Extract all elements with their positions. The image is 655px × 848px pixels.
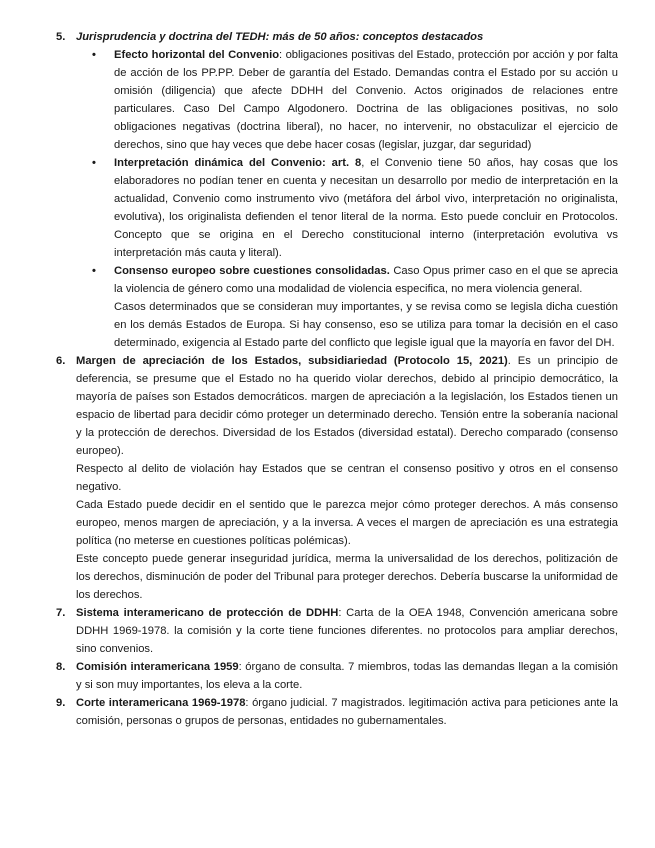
bullet-interpretacion-dinamica	[76, 154, 618, 262]
bullet-heading: Efecto horizontal del Convenio	[114, 49, 280, 61]
bullet-text: , el Convenio tiene 50 años, hay cosas que los elaboradores no podían tener en cuenta y necesitan un desarrollo por medio de interpretación en la actualidad, Convenio como instrumento vivo (metáfora del árbol vivo, interpretación no originalista, evolutiva), los originalista defienden el tenor literal de la norma. Esto puede concluir en Protocolos. Concepto que se origina en el Derecho constitucional interno (interpretación evolutiva vs interpretación más cauta y literal).	[114, 157, 618, 259]
bullet-heading: Interpretación dinámica del Convenio: art. 8	[114, 157, 362, 169]
section-7-text: : Carta de la OEA 1948, Convención americana sobre DDHH 1969-1978. la comisión y la corte tiene funciones diferentes. no protocolos para ampliar derechos, sino convenios.	[76, 607, 618, 655]
bullet-efecto-horizontal	[76, 46, 618, 154]
section-7-number: 7.	[56, 607, 66, 619]
bullet-consenso-europeo	[76, 262, 618, 352]
section-6-title: Margen de apreciación de los Estados, subsidiariedad (Protocolo 15, 2021)	[76, 355, 508, 367]
section-8-title: Comisión interamericana 1959	[76, 661, 239, 673]
section-7-title: Sistema interamericano de protección de DDHH	[76, 607, 339, 619]
section-7	[0, 604, 655, 658]
section-8	[0, 658, 655, 694]
bullet-text: : obligaciones positivas del Estado, protección por acción y por falta de acción de los PP.PP. Deber de garantía del Estado. Demandas contra el Estado por su acción u omisión (diligencia) que afecte DDHH del Convenio. Actos originados de relaciones entre particulares. Caso Del Campo Algodonero. Doctrina de las obligaciones positivas, no solo obligaciones negativas (doctrina liberal), no hacer, no intervenir, no obstaculizar el ejercicio de derechos, sino que hay veces que debe hacer cosas (legislar, juzgar, dar seguridad)	[114, 49, 619, 151]
bullet-text: Caso Opus primer caso en el que se aprecia la violencia de género como una modalidad de violencia especifica, no mera violencia general.	[114, 265, 618, 295]
section-9	[0, 694, 655, 730]
section-5-number: 5.	[56, 31, 66, 43]
document-page	[0, 28, 655, 730]
section-9-text: : órgano judicial. 7 magistrados. legitimación activa para peticiones ante la comisión, personas o grupos de personas, entidades no gubernamentales.	[76, 697, 618, 727]
section-5-title: Jurisprudencia y doctrina del TEDH: más de 50 años: conceptos destacados	[76, 31, 484, 43]
bullet-dot: •	[92, 157, 96, 169]
section-8-text: : órgano de consulta. 7 miembros, todas las demandas llegan a la comisión y si son muy importantes, los eleva a la corte.	[76, 661, 618, 691]
section-5	[0, 28, 655, 46]
section-8-number: 8.	[56, 661, 66, 673]
section-6-text: . Es un principio de deferencia, se presume que el Estado no ha querido violar derechos, debido al principio democrático, la mayoría de países son Estados democráticos. margen de apreciación a la legislación, los Estados tienen un espacio de libertad para decidir cómo proteger un determinado derecho. Tensión entre la soberanía nacional y la protección de derechos. Diversidad de los Estados (diversidad estatal). Derecho comparado (consenso europeo).	[76, 355, 618, 457]
bullet-heading: Consenso europeo sobre cuestiones consolidadas.	[114, 265, 390, 277]
section-6-paragraph: Cada Estado puede decidir en el sentido que le parezca mejor cómo proteger derechos. A más consenso europeo, menos margen de apreciación, y a la inversa. A veces el margen de apreciación es una estrategia política (no meterse en cuestiones políticas polémicas).	[76, 499, 618, 547]
bullet-extra-paragraph: Casos determinados que se consideran muy importantes, y se revisa como se legisla dicha cuestión en los demás Estados de Europa. Si hay consenso, eso se utiliza para tomar la decisión en el caso determinado, exigencia al Estado parte del conflicto que legisle igual que la mayoría en favor del DH.	[114, 301, 618, 349]
section-6-paragraph: Respecto al delito de violación hay Estados que se centran el consenso positivo y otros en el consenso negativo.	[76, 463, 618, 493]
section-6	[0, 352, 655, 604]
section-9-title: Corte interamericana 1969-1978	[76, 697, 246, 709]
bullet-dot: •	[92, 49, 96, 61]
bullet-dot: •	[92, 265, 96, 277]
section-9-number: 9.	[56, 697, 66, 709]
section-5-bullets	[0, 46, 655, 352]
section-6-number: 6.	[56, 355, 66, 367]
section-6-paragraph: Este concepto puede generar inseguridad jurídica, merma la universalidad de los derechos, politización de los derechos, disminución de poder del Tribunal para proteger derechos. Debería buscarse la uniformidad de los derechos.	[76, 553, 618, 601]
